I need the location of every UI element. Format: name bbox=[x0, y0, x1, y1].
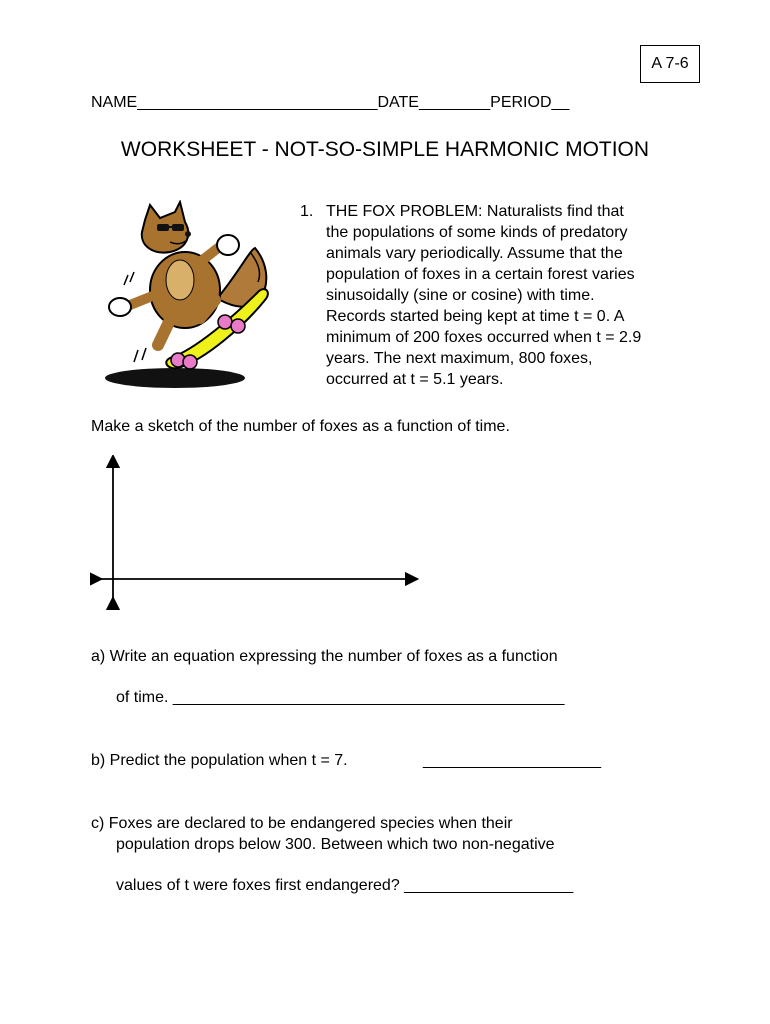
problem-line: population of foxes in a certain forest varies bbox=[326, 266, 635, 283]
fox-skateboard-illustration bbox=[100, 200, 280, 400]
problem-line: minimum of 200 foxes occurred when t = 2.9 bbox=[326, 329, 642, 346]
name-date-period-line: NAME___________________________DATE________PERIOD__ bbox=[91, 94, 570, 111]
sketch-prompt: Make a sketch of the number of foxes as a function of time. bbox=[91, 418, 510, 435]
question-b-answer-line[interactable]: ____________________ bbox=[423, 752, 601, 769]
question-a-answer-line[interactable]: of time. ____________________________________________ bbox=[116, 689, 565, 706]
worksheet-code: A 7-6 bbox=[651, 55, 689, 72]
problem-line: animals vary periodically. Assume that the bbox=[326, 245, 623, 262]
problem-text bbox=[326, 201, 641, 390]
question-c-line1: c) Foxes are declared to be endangered species when their bbox=[91, 815, 513, 832]
problem-number: 1. bbox=[300, 203, 314, 220]
problem-line: occurred at t = 5.1 years. bbox=[326, 371, 504, 388]
sketch-axes bbox=[90, 455, 420, 610]
problem-line: Records started being kept at time t = 0. A bbox=[326, 308, 625, 325]
question-a-line1: a) Write an equation expressing the number of foxes as a function bbox=[91, 648, 558, 665]
page-title: WORKSHEET - NOT-SO-SIMPLE HARMONIC MOTION bbox=[120, 138, 650, 161]
worksheet-code-box bbox=[640, 45, 700, 83]
problem-line: THE FOX PROBLEM: Naturalists find that bbox=[326, 203, 624, 220]
question-c-answer-line[interactable]: values of t were foxes first endangered? ___________________ bbox=[116, 877, 574, 894]
problem-line: the populations of some kinds of predatory bbox=[326, 224, 628, 241]
question-c-line2: population drops below 300. Between which two non-negative bbox=[116, 836, 555, 853]
question-b-label: b) Predict the population when t = 7. bbox=[91, 752, 348, 769]
problem-line: years. The next maximum, 800 foxes, bbox=[326, 350, 593, 367]
problem-line: sinusoidally (sine or cosine) with time. bbox=[326, 287, 595, 304]
